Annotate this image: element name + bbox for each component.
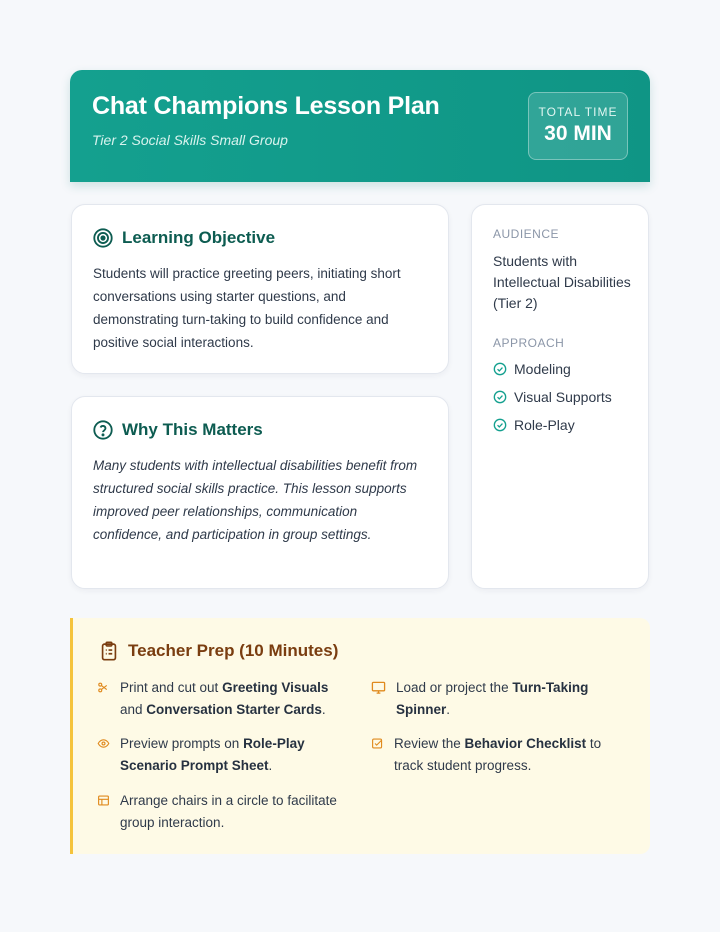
monitor-icon <box>371 680 386 695</box>
why-this-matters-text: Many students with intellectual disabilities benefit from structured social skills practice. This lesson supports improved peer relationships, communication confidence, and participation in group settings. <box>93 458 418 542</box>
teacher-prep-section <box>70 618 650 854</box>
layout-icon <box>97 794 110 807</box>
learning-objective-card <box>71 204 449 374</box>
learning-objective-title: Learning Objective <box>122 228 276 247</box>
check-circle-icon <box>493 390 507 404</box>
why-this-matters-card <box>71 396 449 589</box>
approach-item <box>493 389 612 405</box>
checkbox-icon <box>371 737 384 750</box>
approach-label: APPROACH <box>493 336 565 350</box>
target-icon <box>92 227 114 249</box>
clipboard-icon <box>98 640 120 662</box>
approach-item <box>493 417 575 433</box>
total-time-value: 30 MIN <box>544 122 612 145</box>
question-circle-icon <box>92 419 114 441</box>
check-circle-icon <box>493 418 507 432</box>
approach-item-label: Modeling <box>514 361 571 377</box>
prep-item: Arrange chairs in a circle to facilitate group interaction. <box>97 790 357 833</box>
learning-objective-text: Students will practice greeting peers, initiating short conversations using starter questions, and demonstrating turn-taking to build confidence and positive social interactions. <box>93 266 401 350</box>
audience-value: Students with Intellectual Disabilities (Tier 2) <box>493 253 631 311</box>
lesson-header <box>70 70 650 182</box>
prep-item: Load or project the Turn-Taking Spinner. <box>371 677 621 720</box>
why-this-matters-title: Why This Matters <box>122 420 263 439</box>
prep-item: Review the Behavior Checklist to track student progress. <box>371 733 621 776</box>
prep-item: Print and cut out Greeting Visuals and Conversation Starter Cards. <box>97 677 347 720</box>
total-time-badge <box>528 92 628 160</box>
audience-label: AUDIENCE <box>493 227 560 241</box>
page-subtitle: Tier 2 Social Skills Small Group <box>92 132 288 148</box>
eye-icon <box>97 737 110 750</box>
audience-approach-card <box>471 204 649 589</box>
total-time-label: TOTAL TIME <box>538 105 618 119</box>
scissors-icon <box>97 681 110 694</box>
prep-item: Preview prompts on Role-Play Scenario Prompt Sheet. <box>97 733 347 776</box>
approach-item-label: Role-Play <box>514 417 575 433</box>
check-circle-icon <box>493 362 507 376</box>
page-title: Chat Champions Lesson Plan <box>92 92 440 120</box>
approach-item-label: Visual Supports <box>514 389 612 405</box>
teacher-prep-title: Teacher Prep (10 Minutes) <box>128 641 339 660</box>
approach-item <box>493 361 571 377</box>
